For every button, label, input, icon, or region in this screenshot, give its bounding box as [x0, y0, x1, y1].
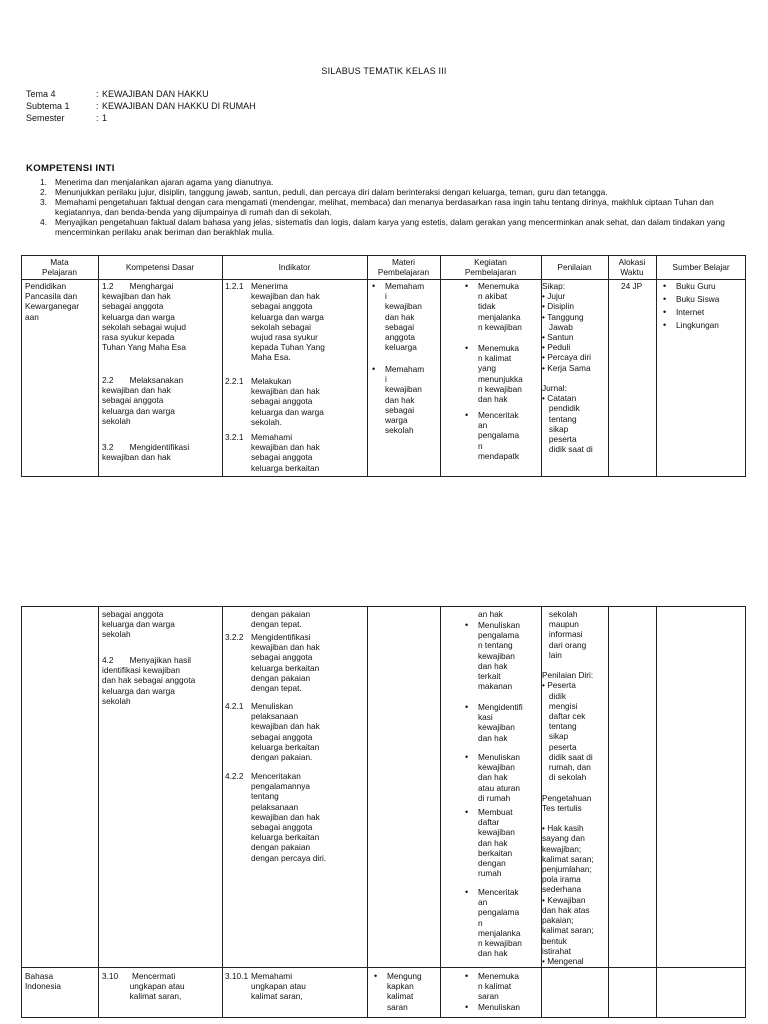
table-column-line	[608, 255, 609, 477]
kegiatan-item: Menuliskan pengalama n tentang kewajiban dan hak terkait makanan •	[465, 620, 520, 692]
column-header: Kegiatan Pembelajaran	[464, 257, 517, 277]
meta-value: KEWAJIBAN DAN HAKKU	[102, 89, 209, 99]
indicator-number: 4.2.2	[225, 771, 244, 781]
meta-row	[26, 101, 256, 111]
table-column-line	[656, 606, 657, 1018]
ki-number: 3.	[40, 197, 47, 207]
sumber-item: Buku Siswa •	[663, 294, 720, 304]
bullet-icon: •	[465, 281, 469, 291]
table-column-line	[367, 606, 368, 1018]
column-header: Kompetensi Dasar	[125, 262, 195, 272]
page-title: SILABUS TEMATIK KELAS III	[321, 66, 447, 76]
alokasi-cell: 24 JP	[621, 281, 643, 291]
kegiatan-item: Membuat daftar kewajiban dan hak berkaitan dengan rumah •	[465, 807, 515, 879]
column-header: Penilaian	[557, 262, 592, 272]
ki-list	[40, 177, 746, 237]
ki-text: Memahami pengetahuan faktual dengan cara mengamati (mendengar, melihat, membaca) dan menanya berdasarkan rasa ingin tahu tentang dirinya, makhluk ciptaan Tuhan dan kegiatannya, dan benda-benda yang dijumpainya di rumah dan di sekolah.	[55, 197, 714, 217]
meta-label: Semester	[26, 113, 65, 123]
table-row-line	[21, 476, 746, 477]
mapel-cell: Bahasa Indonesia	[25, 971, 61, 992]
indicator-number: 4.2.1	[225, 701, 244, 711]
kd-item: 3.2 Mengidentifikasi kewajiban dan hak	[102, 442, 190, 463]
indicator-text: Memahami kewajiban dan hak sebagai anggota keluarga berkaitan	[251, 432, 320, 473]
meta-colon: :	[96, 101, 99, 111]
ki-number: 4.	[40, 217, 47, 227]
kegiatan-item: Menuliskan •	[465, 1002, 520, 1012]
ki-item	[40, 187, 746, 197]
kegiatan-continued: an hak	[478, 609, 503, 619]
indicator-text: Memahami ungkapan atau kalimat saran,	[251, 971, 306, 1002]
bullet-icon: •	[465, 971, 469, 981]
column-header: Sumber Belajar	[672, 262, 730, 272]
bullet-icon: •	[465, 620, 469, 630]
sumber-item: Internet •	[663, 307, 705, 317]
table-column-line	[98, 606, 99, 1018]
bullet-icon: •	[663, 281, 667, 291]
bullet-icon: •	[465, 887, 469, 897]
syllabus-table-part-1	[21, 255, 746, 477]
table-column-line	[745, 606, 746, 1018]
materi-item: Mengung kapkan kalimat saran •	[374, 971, 422, 1012]
kd-item: 1.2 Menghargai kewajiban dan hak sebagai anggota keluarga dan warga sekolah sebagai wujud rasa syukur kepada Tuhan Yang Maha Esa	[102, 281, 186, 353]
sumber-item: Lingkungan •	[663, 320, 719, 330]
kegiatan-item: Mengidentifi kasi kewajiban dan hak •	[465, 702, 523, 743]
indicator-text: Menuliskan pelaksanaan kewajiban dan hak sebagai anggota keluarga berkaitan dengan pakaian.	[251, 701, 320, 763]
table-column-line	[21, 255, 22, 477]
indicator-number: 3.2.1	[225, 432, 244, 442]
ki-number: 2.	[40, 187, 47, 197]
bullet-icon: •	[372, 364, 376, 374]
kegiatan-item: Menemuka n kalimat yang menunjukka n kewajiban dan hak •	[465, 343, 523, 405]
bullet-icon: •	[465, 1002, 469, 1012]
meta-colon: :	[96, 113, 99, 123]
indicator-number: 2.2.1	[225, 376, 244, 386]
table-column-line	[21, 606, 22, 1018]
bullet-icon: •	[465, 752, 469, 762]
column-header: Mata Pelajaran	[41, 257, 78, 277]
materi-item: Memaham i kewajiban dan hak sebagai warga sekolah •	[372, 364, 425, 436]
ki-item	[40, 217, 746, 237]
ki-text: Menerima dan menjalankan ajaran agama yang dianutnya.	[55, 177, 274, 187]
kd-item: 3.10 Mencermati ungkapan atau kalimat saran,	[102, 971, 185, 1002]
table-column-line	[98, 255, 99, 477]
kegiatan-item: Menceritak an pengalama n menjalanka n kewajiban dan hak •	[465, 887, 522, 959]
kegiatan-item: Menemuka n akibat tidak menjalanka n kewajiban •	[465, 281, 522, 332]
penilaian-cell: Sikap: • Jujur • Disiplin • Tanggung Jawab • Santun • Peduli • Percaya diri • Kerja Sama Jurnal: • Catatan pendidik tentang sikap peserta didik saat di	[542, 281, 593, 455]
bullet-icon: •	[374, 971, 378, 981]
bullet-icon: •	[663, 294, 667, 304]
meta-row	[26, 89, 209, 99]
indicator-text: Menerima kewajiban dan hak sebagai anggota keluarga dan warga sekolah sebagai wujud rasa syukur kepada Tuhan Yang Maha Esa.	[251, 281, 325, 363]
bullet-icon: •	[663, 320, 667, 330]
table-column-line	[440, 606, 441, 1018]
kegiatan-item: Menuliskan kewajiban dan hak atau aturan di rumah •	[465, 752, 520, 803]
table-column-line	[222, 255, 223, 477]
kd-item: 2.2 Melaksanakan kewajiban dan hak sebagai anggota keluarga dan warga sekolah	[102, 375, 184, 426]
ki-item	[40, 177, 746, 187]
ki-text: Menunjukkan perilaku jujur, disiplin, tanggung jawab, santun, peduli, dan percaya diri dalam berinteraksi dengan keluarga, teman, guru dan tetangga.	[55, 187, 608, 197]
table-column-line	[745, 255, 746, 477]
column-header: Indikator	[278, 262, 311, 272]
table-column-line	[222, 606, 223, 1018]
column-header: Materi Pembelajaran	[377, 257, 430, 277]
bullet-icon: •	[465, 702, 469, 712]
syllabus-table-part-2	[21, 606, 746, 1018]
table-row-line	[21, 967, 746, 968]
meta-row	[26, 113, 107, 123]
bullet-icon: •	[663, 307, 667, 317]
penilaian-cell: sekolah maupun informasi dari orang lain Penilaian Diri: • Peserta didik mengisi daftar cek tentang sikap peserta didik saat di rumah, dan di sekolah Pengetahuan Tes tertulis • Hak kasih sayang dan kewajiban; kalimat saran; penjumlahan; pola irama sederhana • Kewajiban dan hak atas pakaian; kalimat saran; bentuk istirahat • Mengenal	[542, 609, 594, 966]
table-row-line	[21, 279, 746, 280]
table-row-line	[21, 606, 746, 607]
ki-text: Menyajikan pengetahuan faktual dalam bahasa yang jelas, sistematis dan logis, dalam karya yang estetis, dalam gerakan yang mencerminkan anak sehat, dan dalam tindakan yang mencerminkan perilaku anak beriman dan berakhlak mulia.	[55, 217, 725, 237]
column-header: Alokasi Waktu	[618, 257, 646, 277]
ki-number: 1.	[40, 177, 47, 187]
bullet-icon: •	[372, 281, 376, 291]
table-column-line	[608, 606, 609, 1018]
kd-continued: sebagai anggota keluarga dan warga sekolah	[102, 609, 175, 640]
meta-label: Subtema 1	[26, 101, 70, 111]
table-column-line	[656, 255, 657, 477]
indicator-number: 3.10.1	[225, 971, 249, 981]
materi-item: Memaham i kewajiban dan hak sebagai anggota keluarga •	[372, 281, 425, 353]
bullet-icon: •	[465, 343, 469, 353]
table-row-line	[21, 1017, 746, 1018]
kegiatan-item: Menemuka n kalimat saran •	[465, 971, 520, 1002]
bullet-icon: •	[465, 807, 469, 817]
indicator-text: Melakukan kewajiban dan hak sebagai anggota keluarga dan warga sekolah.	[251, 376, 324, 427]
meta-value: 1	[102, 113, 108, 123]
mapel-cell: Pendidikan Pancasila dan Kewarganegar aan	[25, 281, 79, 322]
indicator-continued: dengan pakaian dengan tepat.	[251, 609, 311, 630]
meta-value: KEWAJIBAN DAN HAKKU DI RUMAH	[102, 101, 256, 111]
ki-item	[40, 197, 746, 217]
bullet-icon: •	[465, 410, 469, 420]
sumber-item: Buku Guru •	[663, 281, 716, 291]
kd-item: 4.2 Menyajikan hasil identifikasi kewajiban dan hak sebagai anggota keluarga dan warga sekolah	[102, 655, 196, 706]
indicator-number: 1.2.1	[225, 281, 244, 291]
ki-heading: KOMPETENSI INTI	[26, 163, 115, 174]
table-column-line	[440, 255, 441, 477]
table-row-line	[21, 255, 746, 256]
table-column-line	[367, 255, 368, 477]
meta-colon: :	[96, 89, 99, 99]
indicator-text: Menceritakan pengalamannya tentang pelaksanaan kewajiban dan hak sebagai anggota keluarga berkaitan dengan pakaian dengan percaya diri.	[251, 771, 327, 863]
kegiatan-item: Menceritak an pengalama n mendapatk •	[465, 410, 520, 461]
indicator-text: Mengidentifikasi kewajiban dan hak sebagai anggota keluarga berkaitan dengan pakaian dengan tepat.	[251, 632, 320, 694]
indicator-number: 3.2.2	[225, 632, 244, 642]
meta-label: Tema 4	[26, 89, 56, 99]
